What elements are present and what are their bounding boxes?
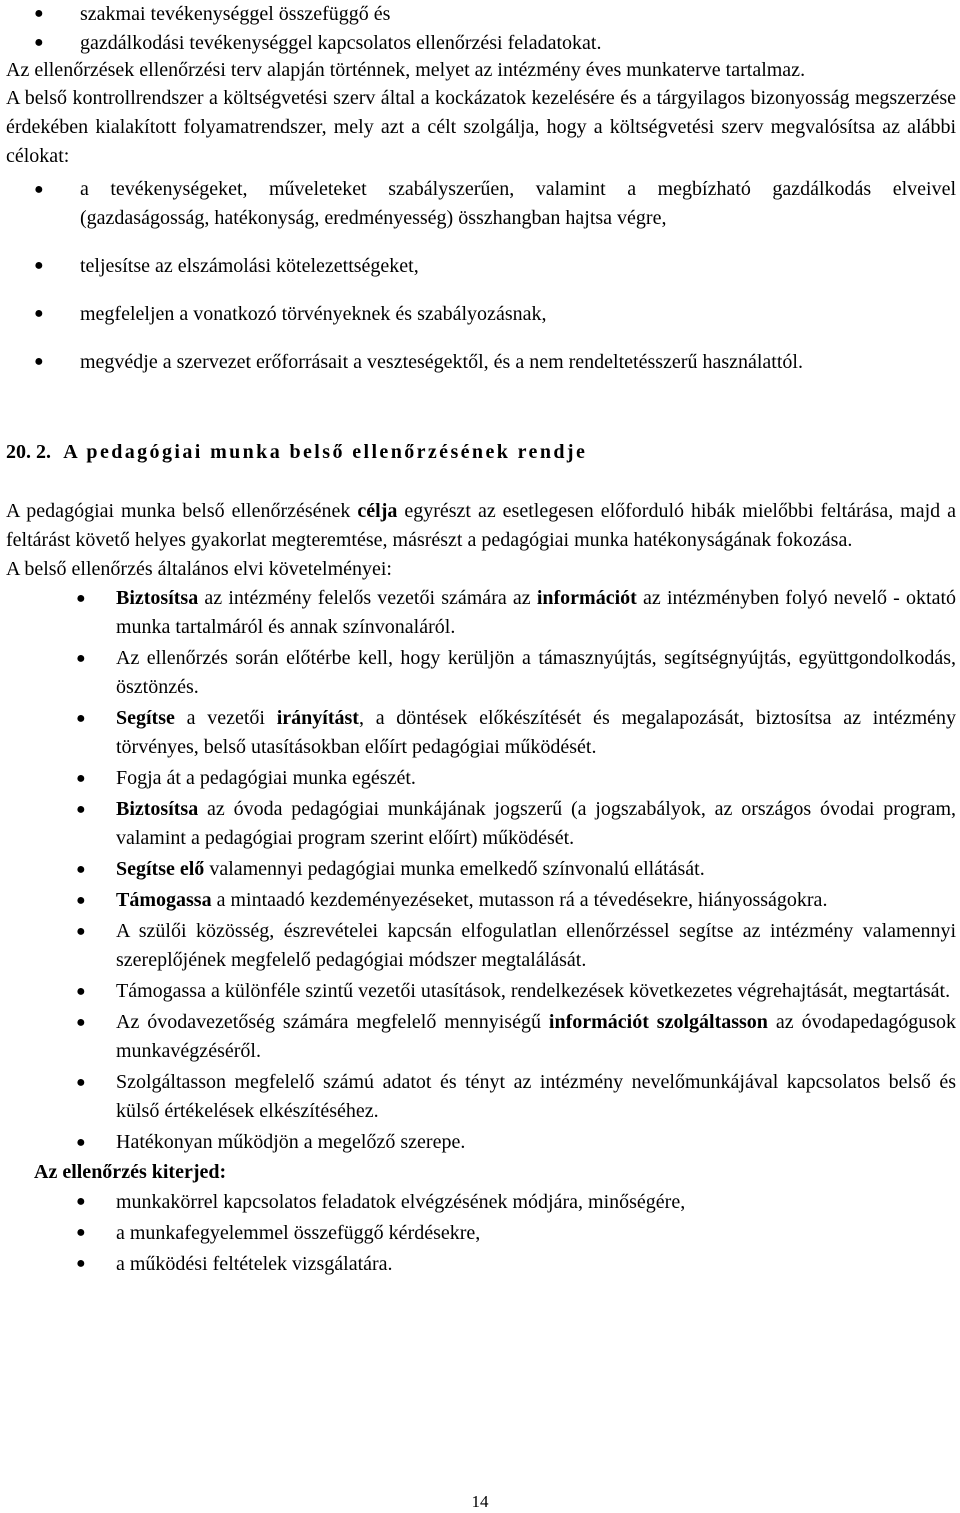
- list-item: ● Támogassa a különféle szintű vezetői utasítások, rendelkezések következetes végrehajtását, megtartását.: [6, 977, 956, 1006]
- list-item: ● Az ellenőrzés során előtérbe kell, hogy kerüljön a támasznyújtás, segítségnyújtás, együttgondolkodás, ösztönzés.: [6, 644, 956, 702]
- list-item: ● Fogja át a pedagógiai munka egészét.: [6, 764, 956, 793]
- list-item: ● Szolgáltasson megfelelő számú adatot és tényt az intézmény nevelőmunkájával kapcsolatos belső és külső értékelések elkészítéséhez.: [6, 1068, 956, 1126]
- bullet-icon: ●: [76, 1255, 86, 1272]
- bullet-icon: ●: [76, 770, 86, 787]
- list-item: ● munkakörrel kapcsolatos feladatok elvégzésének módjára, minőségére,: [6, 1187, 956, 1218]
- bullet-icon: ●: [76, 861, 86, 878]
- list-item: ● gazdálkodási tevékenységgel kapcsolatos ellenőrzési feladatokat.: [6, 28, 956, 56]
- bullet-icon: ●: [76, 710, 86, 727]
- bullet-icon: ●: [34, 257, 44, 274]
- list-item: ● Biztosítsa az intézmény felelős vezetői számára az információt az intézményben folyó nevelő - oktató munka tartalmáról és annak színvonaláról.: [6, 584, 956, 642]
- document-page: [6, 0, 956, 1280]
- bullet-icon: ●: [34, 34, 44, 51]
- paragraph-plan: Az ellenőrzések ellenőrzési terv alapján történnek, melyet az intézmény éves munkaterve tartalmaz.: [6, 59, 806, 81]
- bullet-icon: ●: [76, 1134, 86, 1151]
- paragraph-control-system: A belső kontrollrendszer a költségvetési szerv által a kockázatok kezelésére és a tárgyilagos bizonyosság megszerzése érdekében kialakított folyamatrendszer, mely azt a célt szolgálja, hogy a költségvetési szerv megvalósítsa az alábbi célokat:: [6, 87, 956, 167]
- bullet-icon: ●: [76, 1014, 86, 1031]
- bullet-icon: ●: [76, 983, 86, 1000]
- list-item: ● Segítse elő valamennyi pedagógiai munka emelkedő színvonalú ellátását.: [6, 855, 956, 884]
- scope-list: [6, 1187, 956, 1280]
- bullet-icon: ●: [76, 1074, 86, 1091]
- list-item: ● a munkafegyelemmel összefüggő kérdésekre,: [6, 1218, 956, 1249]
- section-heading: [6, 437, 956, 467]
- bullet-icon: ●: [76, 1193, 86, 1210]
- list-item: ● szakmai tevékenységgel összefüggő és: [6, 0, 956, 28]
- bullet-icon: ●: [76, 590, 86, 607]
- list-item: ● Biztosítsa az óvoda pedagógiai munkájának jogszerű (a jogszabályok, az országos óvodai program, valamint a pedagógiai program szerint előírt) működését.: [6, 795, 956, 853]
- list-item: ● Az óvodavezetőség számára megfelelő mennyiségű információt szolgáltasson az óvodapedagógusok munkavégzéséről.: [6, 1008, 956, 1066]
- list-item: ● megfeleljen a vonatkozó törvényeknek és szabályozásnak,: [6, 299, 956, 329]
- list-item: ● a tevékenységeket, műveleteket szabályszerűen, valamint a megbízható gazdálkodás elveivel (gazdaságosság, hatékonyság, eredményesség) összhangban hajtsa végre,: [6, 175, 956, 233]
- bullet-icon: ●: [76, 1224, 86, 1241]
- list-item: ● A szülői közösség, észrevételei kapcsán elfogulatlan ellenőrzéssel segítse az intézmény valamennyi szereplőjének megfelelő pedagógiai módszer megtalálását.: [6, 917, 956, 975]
- list-item: ● Hatékonyan működjön a megelőző szerepe.: [6, 1128, 956, 1157]
- list-item: ● megvédje a szervezet erőforrásait a veszteségektől, és a nem rendeltetésszerű használattól.: [6, 347, 956, 377]
- bullet-icon: ●: [34, 305, 44, 322]
- list-item: ● Támogassa a mintaadó kezdeményezéseket, mutasson rá a tévedésekre, hiányosságokra.: [6, 886, 956, 915]
- scope-heading: Az ellenőrzés kiterjed:: [34, 1161, 227, 1183]
- paragraph-requirements-intro: A belső ellenőrzés általános elvi követelményei:: [6, 558, 392, 580]
- list-item: ● teljesítse az elszámolási kötelezettségeket,: [6, 251, 956, 281]
- section-number: 20. 2.: [6, 441, 51, 463]
- bullet-icon: ●: [76, 923, 86, 940]
- bullet-icon: ●: [76, 892, 86, 909]
- section-title: A pedagógiai munka belső ellenőrzésének rendje: [63, 441, 588, 463]
- list-item: ● a működési feltételek vizsgálatára.: [6, 1249, 956, 1280]
- top-bullet-list: [6, 0, 956, 56]
- requirements-list: [6, 584, 956, 1157]
- bullet-icon: ●: [34, 5, 44, 22]
- goals-list: [6, 175, 956, 377]
- paragraph-purpose: A pedagógiai munka belső ellenőrzésének célja egyrészt az esetlegesen előforduló hibák mielőbbi feltárása, majd a feltárást követő helyes gyakorlat megteremtése, másrészt a pedagógiai munka hatékonyságának fokozása.: [6, 500, 956, 551]
- page-number: 14: [471, 1492, 489, 1511]
- bullet-icon: ●: [34, 353, 44, 370]
- bullet-icon: ●: [76, 650, 86, 667]
- list-item: ● Segítse a vezetői irányítást, a döntések előkészítését és megalapozását, biztosítsa az intézmény törvényes, belső utasításokban előírt pedagógiai működését.: [6, 704, 956, 762]
- bullet-icon: ●: [34, 181, 44, 198]
- bullet-icon: ●: [76, 801, 86, 818]
